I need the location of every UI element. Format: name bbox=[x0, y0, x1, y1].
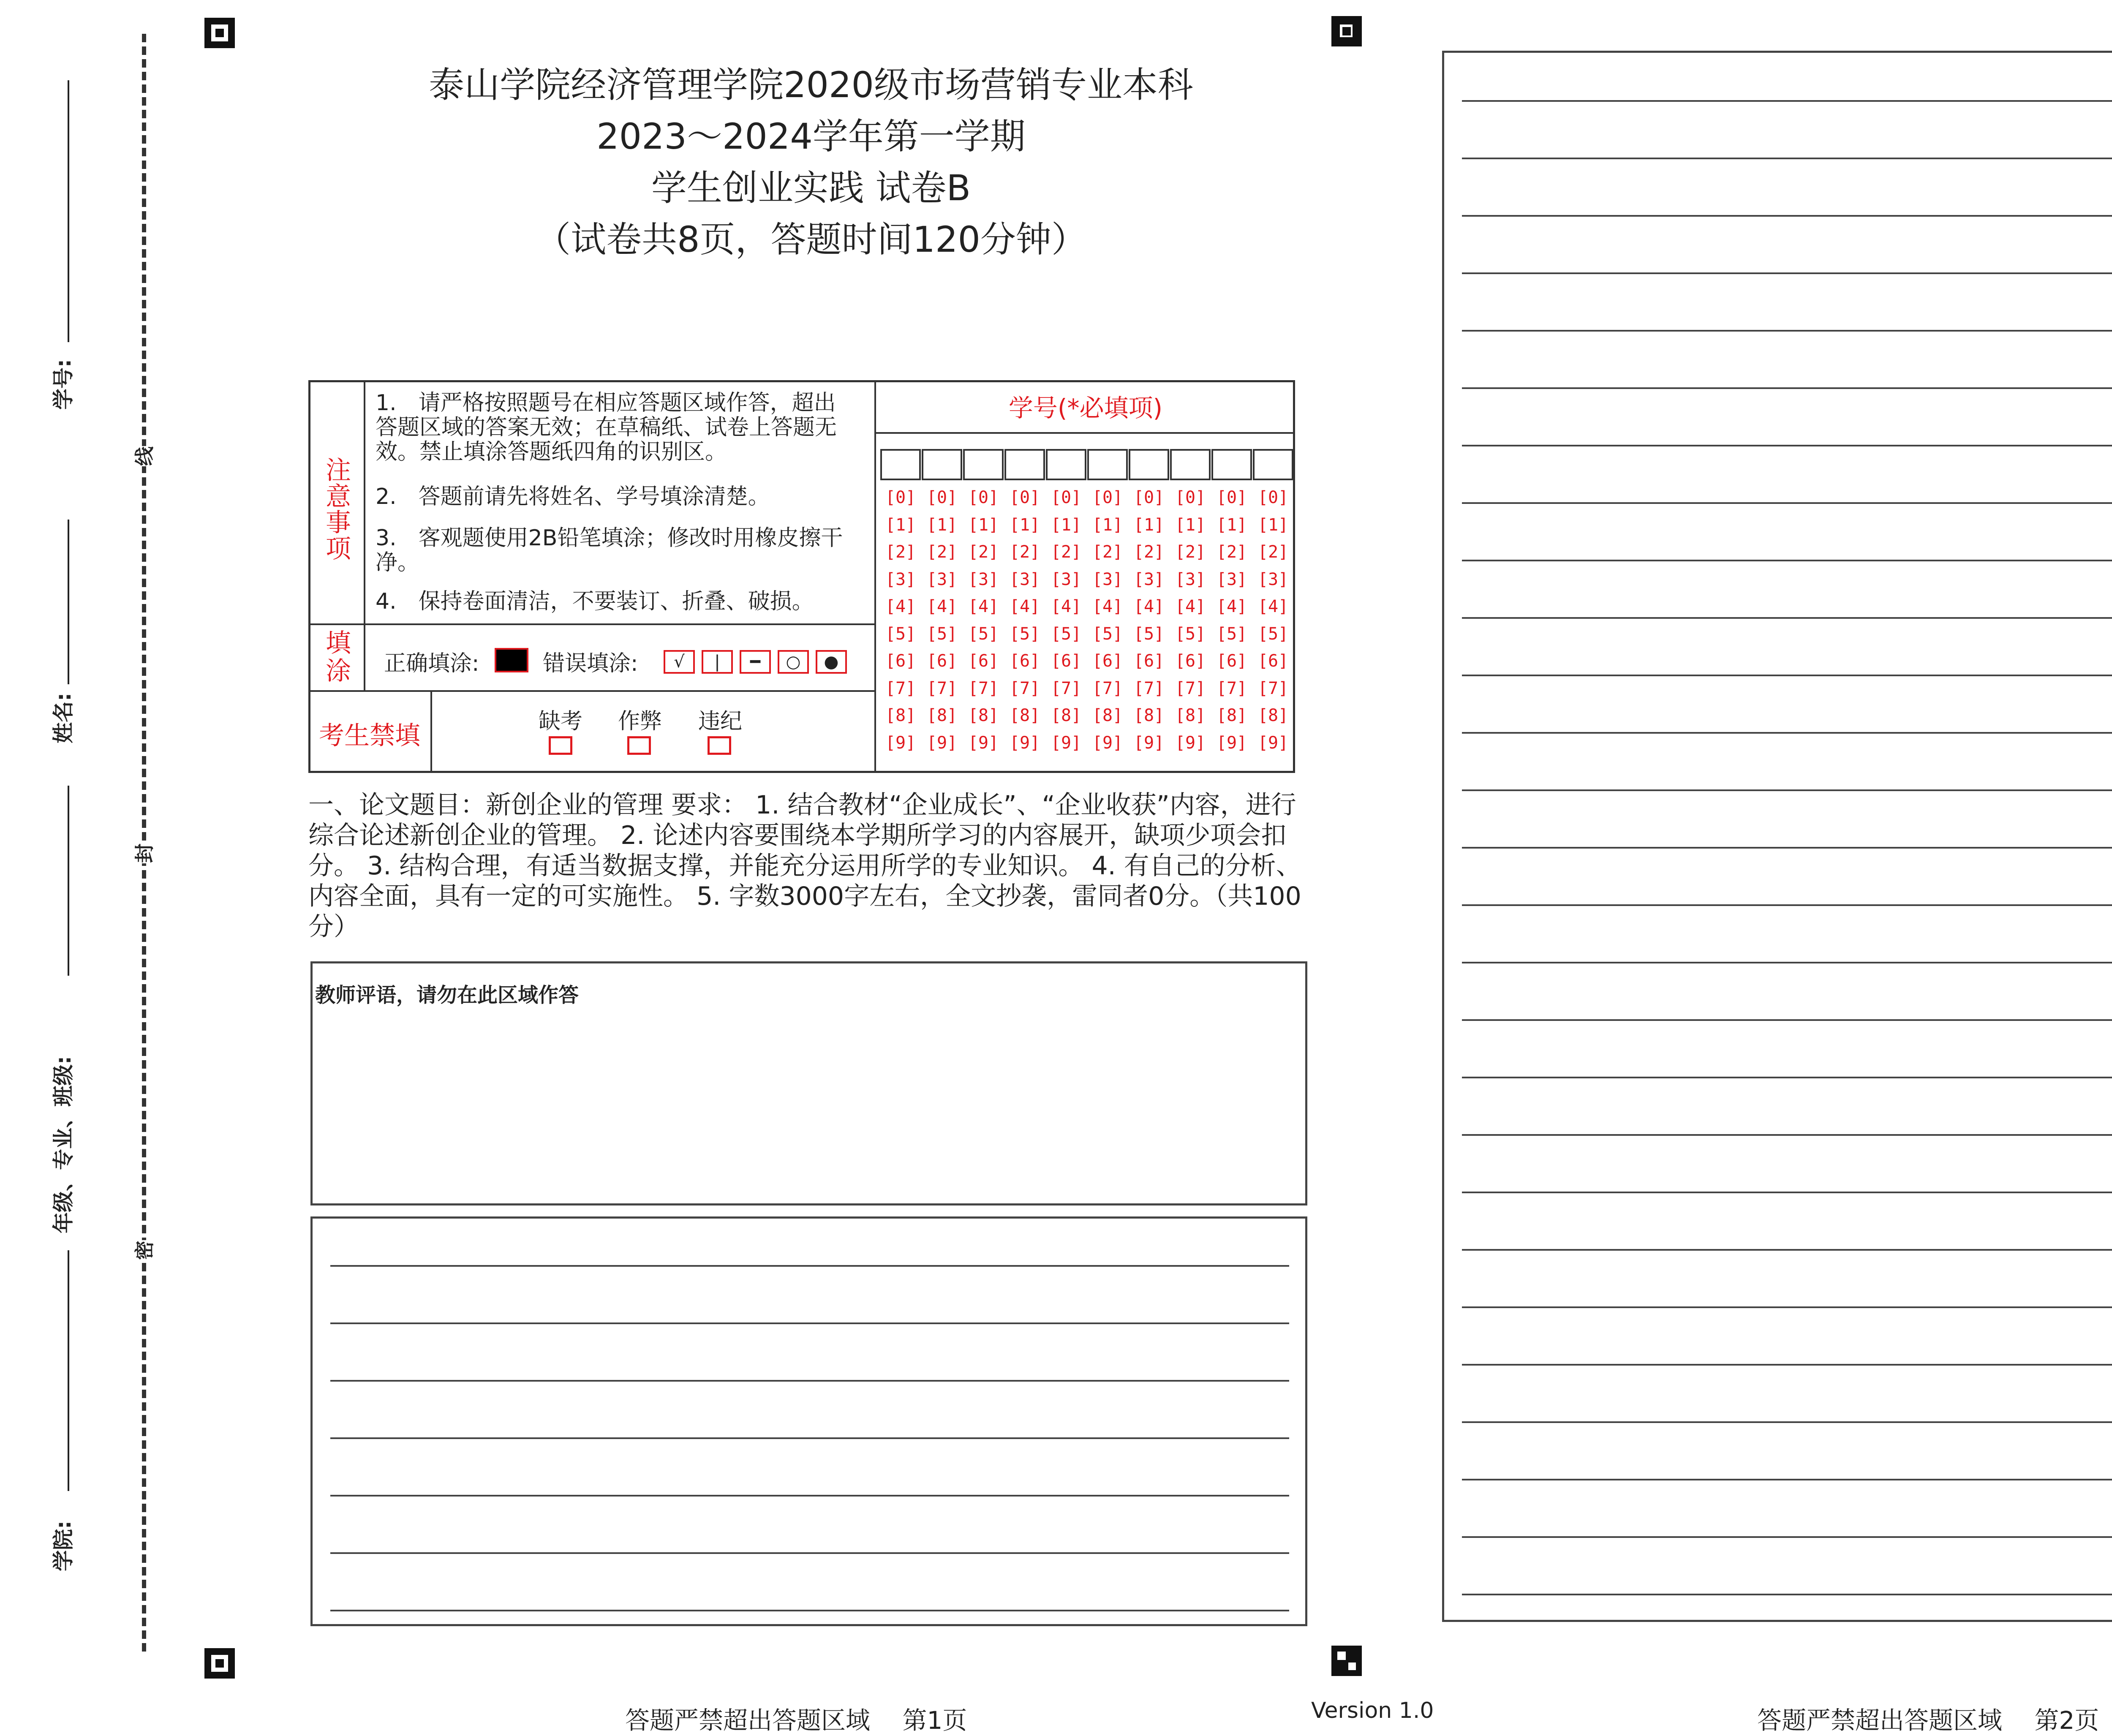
student-id-digit-bubble[interactable]: [8] bbox=[1216, 706, 1247, 725]
notice-label: 注意事项 bbox=[326, 456, 351, 564]
student-id-digit-bubble[interactable]: [7] bbox=[1257, 678, 1289, 698]
footer-version: Version 1.0 bbox=[1311, 1698, 1434, 1723]
student-id-digit-bubble[interactable]: [6] bbox=[968, 651, 999, 671]
student-id-digit-bubble[interactable]: [8] bbox=[1009, 706, 1040, 725]
student-id-digit-bubble[interactable]: [7] bbox=[926, 678, 958, 698]
student-id-box[interactable] bbox=[1170, 449, 1211, 480]
student-id-digit-bubble[interactable]: [6] bbox=[885, 651, 916, 671]
student-id-digit-bubble[interactable]: [4] bbox=[1257, 597, 1289, 616]
student-id-digit-bubble[interactable]: [7] bbox=[1175, 678, 1206, 698]
answer-rule-line bbox=[1462, 330, 2112, 332]
student-id-digit-bubble[interactable]: [0] bbox=[968, 488, 999, 507]
student-id-digit-bubble[interactable]: [7] bbox=[968, 678, 999, 698]
student-id-box[interactable] bbox=[1211, 449, 1252, 480]
student-id-digit-bubble[interactable]: [4] bbox=[1051, 597, 1082, 616]
student-id-box[interactable] bbox=[1253, 449, 1293, 480]
student-id-digit-bubble[interactable]: [5] bbox=[968, 624, 999, 644]
student-id-digit-bubble[interactable]: [3] bbox=[926, 569, 958, 589]
corner-marker-bottom-left bbox=[204, 1648, 235, 1679]
binding-char-feng: 封 bbox=[132, 843, 157, 863]
class-label: 年级、专业、班级: bbox=[51, 1056, 76, 1233]
student-id-section bbox=[874, 382, 1293, 771]
student-id-digit-bubble[interactable]: [9] bbox=[1009, 733, 1040, 753]
answer-rule-line bbox=[1462, 158, 2112, 159]
student-id-digit-bubble[interactable]: [9] bbox=[885, 733, 916, 753]
student-id-digit-bubble[interactable]: [6] bbox=[1092, 651, 1123, 671]
forbidden-option-absent: 缺考 bbox=[539, 709, 583, 734]
student-id-digit-bubble[interactable]: [3] bbox=[1216, 569, 1247, 589]
wrong-mark-check: √ bbox=[664, 650, 695, 674]
wrong-mark-circle: ○ bbox=[778, 650, 809, 674]
student-id-digit-bubble[interactable]: [2] bbox=[968, 542, 999, 562]
student-id-digit-bubble[interactable]: [8] bbox=[1257, 706, 1289, 725]
student-id-digit-bubble[interactable]: [3] bbox=[1257, 569, 1289, 589]
student-id-digit-bubble[interactable]: [5] bbox=[1009, 624, 1040, 644]
binding-dashed-line bbox=[142, 34, 146, 1652]
student-id-digit-bubble[interactable]: [2] bbox=[1009, 542, 1040, 562]
footer-page2: 答题严禁超出答题区域 第2页 bbox=[1757, 1706, 2099, 1735]
essay-question: 一、论文题目：新创企业的管理 要求： 1. 结合教材“企业成长”、“企业收获”内容，进行综合论述新创企业的管理。 2. 论述内容要围绕本学期所学习的内容展开，缺项少项会扣分。 3. 结构合理，有适当数据支撑，并能充分运用所学的专业知识。 4. 有自己的分析、内容全面，具有一定的可实施性。 5. 字数3000字左右，全文抄袭，雷同者0分。（共100分） bbox=[308, 790, 1301, 941]
notice-label-cell bbox=[310, 382, 365, 625]
student-id-digit-bubble[interactable]: [0] bbox=[926, 488, 958, 507]
answer-rule-line bbox=[1462, 675, 2112, 676]
student-id-digit-bubble[interactable]: [2] bbox=[1175, 542, 1206, 562]
answer-rule-line bbox=[1462, 847, 2112, 849]
title-line-2: 2023～2024学年第一学期 bbox=[596, 116, 1026, 157]
student-id-digit-bubble[interactable]: [1] bbox=[1092, 515, 1123, 535]
forbidden-option-cheat: 作弊 bbox=[618, 709, 662, 734]
notice-item-2: 2. 答题前请先将姓名、学号填涂清楚。 bbox=[376, 484, 770, 509]
student-id-digit-bubble[interactable]: [0] bbox=[1257, 488, 1289, 507]
answer-rule-line bbox=[1462, 904, 2112, 906]
student-id-digit-bubble[interactable]: [4] bbox=[1133, 597, 1165, 616]
correct-fill-example bbox=[495, 648, 528, 672]
student-id-digit-bubble[interactable]: [4] bbox=[1216, 597, 1247, 616]
student-id-digit-bubble[interactable]: [4] bbox=[968, 597, 999, 616]
answer-area-page2[interactable] bbox=[1442, 51, 2112, 1622]
student-id-digit-bubble[interactable]: [5] bbox=[1092, 624, 1123, 644]
student-id-digit-bubble[interactable]: [6] bbox=[1175, 651, 1206, 671]
student-id-digit-bubble[interactable]: [0] bbox=[1133, 488, 1165, 507]
student-id-digit-bubble[interactable]: [7] bbox=[1133, 678, 1165, 698]
student-id-digit-bubble[interactable]: [8] bbox=[926, 706, 958, 725]
wrong-mark-dash: ━ bbox=[740, 650, 771, 674]
answer-rule-line bbox=[330, 1265, 1289, 1267]
student-id-digit-bubble[interactable]: [3] bbox=[885, 569, 916, 589]
forbidden-option-violation: 违纪 bbox=[698, 709, 743, 734]
corner-marker-bottom-center bbox=[1331, 1646, 1362, 1676]
violation-checkbox[interactable] bbox=[708, 736, 731, 755]
notice-item-1: 1. 请严格按照题号在相应答题区域作答，超出答题区域的答案无效；在草稿纸、试卷上答题无效。禁止填涂答题纸四角的识别区。 bbox=[376, 390, 837, 465]
answer-rule-line bbox=[1462, 387, 2112, 389]
student-id-digit-bubble[interactable]: [8] bbox=[1133, 706, 1165, 725]
answer-rule-line bbox=[1462, 215, 2112, 217]
student-id-box[interactable] bbox=[963, 449, 1004, 480]
corner-marker-top-left bbox=[204, 18, 235, 48]
answer-rule-line bbox=[330, 1437, 1289, 1439]
student-id-digit-bubble[interactable]: [4] bbox=[885, 597, 916, 616]
student-id-box[interactable] bbox=[922, 449, 962, 480]
footer-page1: 答题严禁超出答题区域 第1页 bbox=[625, 1706, 967, 1735]
student-id-digit-bubble[interactable]: [5] bbox=[1216, 624, 1247, 644]
answer-rule-line bbox=[1462, 1364, 2112, 1366]
student-id-box[interactable] bbox=[880, 449, 921, 480]
fill-label-cell bbox=[310, 625, 365, 692]
answer-rule-line bbox=[330, 1380, 1289, 1382]
student-id-digit-bubble[interactable]: [3] bbox=[1009, 569, 1040, 589]
notice-item-4: 4. 保持卷面清洁，不要装订、折叠、破损。 bbox=[376, 589, 814, 614]
student-id-digit-bubble[interactable]: [7] bbox=[1216, 678, 1247, 698]
fill-label: 填涂 bbox=[326, 629, 351, 686]
student-id-digit-bubble[interactable]: [6] bbox=[1216, 651, 1247, 671]
student-id-digit-bubble[interactable]: [1] bbox=[1051, 515, 1082, 535]
answer-rule-line bbox=[1462, 445, 2112, 446]
student-id-digit-bubble[interactable]: [0] bbox=[1051, 488, 1082, 507]
answer-rule-line bbox=[1462, 1134, 2112, 1136]
wrong-mark-bar: | bbox=[702, 650, 733, 674]
student-id-digit-bubble[interactable]: [9] bbox=[968, 733, 999, 753]
answer-rule-line bbox=[1462, 1421, 2112, 1423]
student-id-box[interactable] bbox=[1046, 449, 1086, 480]
student-id-digit-bubble[interactable]: [9] bbox=[1216, 733, 1247, 753]
answer-rule-line bbox=[1462, 789, 2112, 791]
student-id-digit-bubble[interactable]: [2] bbox=[926, 542, 958, 562]
student-id-digit-bubble[interactable]: [7] bbox=[1092, 678, 1123, 698]
student-id-box[interactable] bbox=[1129, 449, 1169, 480]
college-label: 学院: bbox=[51, 1521, 76, 1571]
student-id-box[interactable] bbox=[1087, 449, 1128, 480]
student-id-digit-bubble[interactable]: [8] bbox=[1092, 706, 1123, 725]
answer-rule-line bbox=[1462, 1536, 2112, 1538]
student-id-digit-bubble[interactable]: [2] bbox=[1051, 542, 1082, 562]
exam-info-table bbox=[308, 380, 1295, 773]
student-id-digit-bubble[interactable]: [9] bbox=[1051, 733, 1082, 753]
student-id-box[interactable] bbox=[1004, 449, 1045, 480]
answer-rule-line bbox=[1462, 1077, 2112, 1078]
wrong-fill-label: 错误填涂: bbox=[543, 651, 638, 676]
student-id-digit-bubble[interactable]: [8] bbox=[1175, 706, 1206, 725]
answer-rule-line bbox=[330, 1610, 1289, 1611]
student-id-title: 学号(*必填项) bbox=[1008, 394, 1163, 422]
student-id-digit-bubble[interactable]: [1] bbox=[926, 515, 958, 535]
student-id-digit-bubble[interactable]: [3] bbox=[1175, 569, 1206, 589]
student-id-digit-bubble[interactable]: [3] bbox=[968, 569, 999, 589]
student-id-digit-bubble[interactable]: [5] bbox=[1257, 624, 1289, 644]
absent-checkbox[interactable] bbox=[549, 736, 572, 755]
binding-char-xian: 线 bbox=[132, 446, 157, 466]
student-id-digit-bubble[interactable]: [7] bbox=[1051, 678, 1082, 698]
student-id-digit-bubble[interactable]: [0] bbox=[1092, 488, 1123, 507]
answer-rule-line bbox=[1462, 100, 2112, 102]
student-id-digit-bubble[interactable]: [4] bbox=[1175, 597, 1206, 616]
answer-rule-line bbox=[1462, 962, 2112, 963]
answer-rule-line bbox=[1462, 502, 2112, 504]
answer-rule-line bbox=[1462, 1019, 2112, 1021]
answer-rule-line bbox=[1462, 617, 2112, 619]
name-line bbox=[68, 520, 69, 684]
student-id-digit-bubble[interactable]: [7] bbox=[1009, 678, 1040, 698]
student-id-digit-bubble[interactable]: [6] bbox=[1051, 651, 1082, 671]
student-id-digit-bubble[interactable]: [9] bbox=[926, 733, 958, 753]
student-id-digit-bubble[interactable]: [9] bbox=[1175, 733, 1206, 753]
notice-item-3: 3. 客观题使用2B铅笔填涂；修改时用橡皮擦干净。 bbox=[376, 525, 843, 575]
student-id-digit-bubble[interactable]: [6] bbox=[1133, 651, 1165, 671]
student-id-digit-bubble[interactable]: [2] bbox=[885, 542, 916, 562]
teacher-comment-box bbox=[310, 961, 1307, 1205]
student-id-digit-bubble[interactable]: [7] bbox=[885, 678, 916, 698]
answer-rule-line bbox=[330, 1322, 1289, 1324]
cheat-checkbox[interactable] bbox=[627, 736, 651, 755]
student-id-digit-bubble[interactable]: [1] bbox=[1133, 515, 1165, 535]
student-id-digit-bubble[interactable]: [6] bbox=[1257, 651, 1289, 671]
answer-rule-line bbox=[330, 1495, 1289, 1497]
student-id-digit-bubble[interactable]: [5] bbox=[885, 624, 916, 644]
student-id-digit-bubble[interactable]: [1] bbox=[1175, 515, 1206, 535]
teacher-comment-label: 教师评语，请勿在此区域作答 bbox=[315, 983, 579, 1007]
student-id-digit-bubble[interactable]: [6] bbox=[1009, 651, 1040, 671]
student-id-digit-bubble[interactable]: [1] bbox=[1257, 515, 1289, 535]
student-id-digit-bubble[interactable]: [5] bbox=[1175, 624, 1206, 644]
student-id-digit-bubble[interactable]: [4] bbox=[1009, 597, 1040, 616]
answer-rule-line bbox=[1462, 560, 2112, 561]
student-id-digit-bubble[interactable]: [1] bbox=[968, 515, 999, 535]
answer-rule-line bbox=[1462, 732, 2112, 734]
student-id-digit-bubble[interactable]: [8] bbox=[1051, 706, 1082, 725]
answer-area-page1[interactable] bbox=[310, 1216, 1307, 1626]
class-line bbox=[68, 786, 69, 976]
title-line-4: （试卷共8页，答题时间120分钟） bbox=[535, 219, 1087, 260]
name-label: 姓名: bbox=[51, 693, 76, 743]
student-id-digit-bubble[interactable]: [5] bbox=[926, 624, 958, 644]
student-id-digit-bubble[interactable]: [9] bbox=[1257, 733, 1289, 753]
student-id-digit-bubble[interactable]: [0] bbox=[1216, 488, 1247, 507]
student-id-digit-bubble[interactable]: [0] bbox=[1175, 488, 1206, 507]
forbidden-label-cell bbox=[310, 692, 432, 771]
student-id-digit-bubble[interactable]: [6] bbox=[926, 651, 958, 671]
answer-rule-line bbox=[1462, 1479, 2112, 1480]
student-id-digit-bubble[interactable]: [3] bbox=[1092, 569, 1123, 589]
student-id-digit-bubble[interactable]: [0] bbox=[1009, 488, 1040, 507]
student-id-digit-bubble[interactable]: [8] bbox=[885, 706, 916, 725]
student-id-digit-bubble[interactable]: [2] bbox=[1092, 542, 1123, 562]
answer-rule-line bbox=[1462, 272, 2112, 274]
answer-rule-line bbox=[330, 1552, 1289, 1554]
student-id-digit-bubble[interactable]: [1] bbox=[1216, 515, 1247, 535]
student-id-digit-bubble[interactable]: [3] bbox=[1133, 569, 1165, 589]
forbidden-label: 考生禁填 bbox=[319, 721, 420, 751]
student-id-digit-bubble[interactable]: [9] bbox=[1092, 733, 1123, 753]
answer-rule-line bbox=[1462, 1192, 2112, 1193]
student-id-digit-bubble[interactable]: [2] bbox=[1133, 542, 1165, 562]
student-id-divider bbox=[876, 432, 1295, 434]
title-line-3: 学生创业实践 试卷B bbox=[651, 167, 971, 209]
wrong-mark-dot: ● bbox=[816, 650, 847, 674]
student-id-digit-bubble[interactable]: [2] bbox=[1216, 542, 1247, 562]
student-id-line bbox=[68, 80, 69, 342]
student-id-digit-bubble[interactable]: [3] bbox=[1051, 569, 1082, 589]
student-id-digit-bubble[interactable]: [0] bbox=[885, 488, 916, 507]
student-id-label: 学号: bbox=[51, 359, 76, 410]
student-id-digit-bubble[interactable]: [9] bbox=[1133, 733, 1165, 753]
title-line-1: 泰山学院经济管理学院2020级市场营销专业本科 bbox=[429, 64, 1193, 106]
student-id-digit-bubble[interactable]: [2] bbox=[1257, 542, 1289, 562]
student-id-digit-bubble[interactable]: [4] bbox=[1092, 597, 1123, 616]
notice-content-cell bbox=[365, 382, 874, 625]
correct-fill-label: 正确填涂: bbox=[384, 651, 479, 676]
student-id-digit-bubble[interactable]: [5] bbox=[1051, 624, 1082, 644]
binding-char-mi: 密 bbox=[132, 1240, 157, 1260]
answer-rule-line bbox=[1462, 1249, 2112, 1251]
student-id-digit-bubble[interactable]: [8] bbox=[968, 706, 999, 725]
answer-rule-line bbox=[1462, 1306, 2112, 1308]
student-id-digit-bubble[interactable]: [1] bbox=[885, 515, 916, 535]
corner-marker-top-center bbox=[1331, 16, 1362, 46]
answer-rule-line bbox=[1462, 1594, 2112, 1595]
student-id-digit-bubble[interactable]: [1] bbox=[1009, 515, 1040, 535]
college-line bbox=[68, 1250, 69, 1491]
student-id-digit-bubble[interactable]: [5] bbox=[1133, 624, 1165, 644]
student-id-digit-bubble[interactable]: [4] bbox=[926, 597, 958, 616]
